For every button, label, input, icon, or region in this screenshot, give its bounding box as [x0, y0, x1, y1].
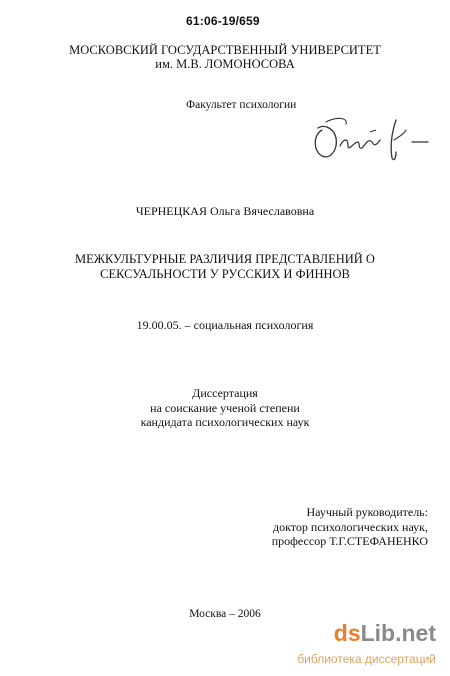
degree-statement [0, 386, 450, 430]
logo-ds: ds [333, 620, 361, 646]
degree-line-2: на соискание ученой степени [150, 400, 300, 415]
dissertation-title [0, 252, 450, 282]
logo-lib: Lib [360, 620, 396, 646]
logo-net: .net [395, 620, 436, 646]
author-name: ЧЕРНЕЦКАЯ Ольга Вячеславовна [135, 204, 315, 218]
handwritten-signature-icon [308, 112, 434, 168]
degree-line-3: кандидата психологических наук [140, 415, 310, 429]
university-line-2: им. М.В. ЛОМОНОСОВА [155, 57, 295, 71]
specialty-code: 19.00.05. – социальная психология [136, 318, 314, 332]
advisor-line-2: доктор психологических наук, [273, 519, 428, 534]
watermark-logo [334, 620, 436, 646]
university-line-1: МОСКОВСКИЙ ГОСУДАРСТВЕННЫЙ УНИВЕРСИТЕТ [69, 43, 381, 57]
university-name [0, 43, 450, 71]
archive-stamp: 61:06-19/659 [186, 14, 260, 28]
watermark-subtitle: библиотека диссертаций [297, 652, 436, 666]
watermark-logo-text [334, 620, 436, 646]
faculty-name: Факультет психологии [186, 99, 297, 111]
advisor-line-1: Научный руководитель: [306, 505, 428, 519]
advisor-line-3: профессор Т.Г.СТЕФАНЕНКО [271, 534, 428, 548]
city-year: Москва – 2006 [189, 608, 261, 620]
degree-line-1: Диссертация [192, 386, 258, 400]
title-line-2: СЕКСУАЛЬНОСТИ У РУССКИХ И ФИННОВ [100, 267, 350, 281]
title-line-1: МЕЖКУЛЬТУРНЫЕ РАЗЛИЧИЯ ПРЕДСТАВЛЕНИЙ О [75, 252, 375, 266]
scientific-advisor [248, 505, 428, 549]
